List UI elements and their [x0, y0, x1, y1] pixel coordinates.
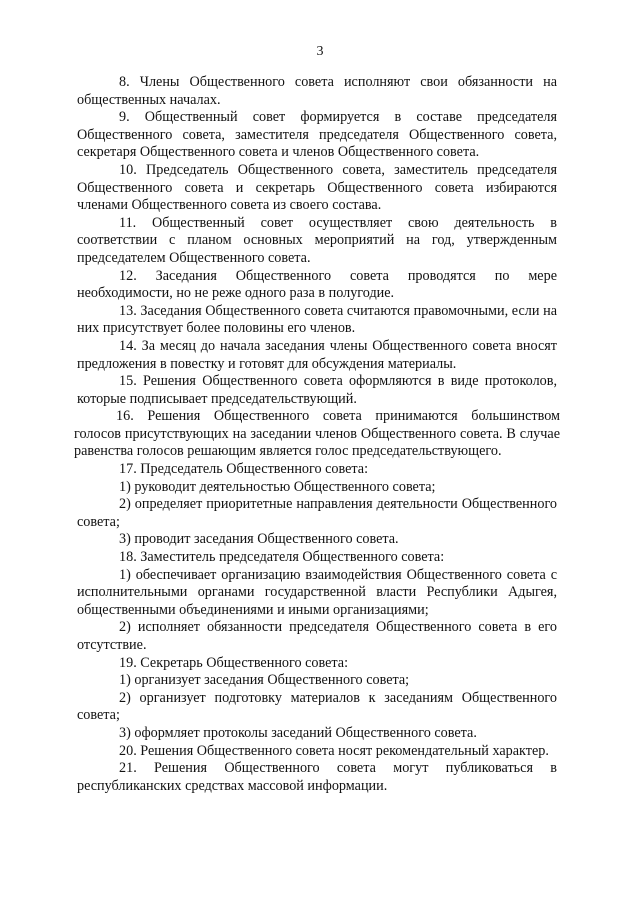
- paragraph-20: 20. Решения Общественного совета носят рекомендательный характер.: [119, 742, 549, 759]
- paragraph-13: 13. Заседания Общественного совета считаются правомочными, если на них присутствует более половины его членов.: [77, 302, 557, 337]
- paragraph-17: 17. Председатель Общественного совета:: [119, 461, 369, 478]
- document-body: [74, 74, 560, 795]
- paragraph-8: 8. Члены Общественного совета исполняют свои обязанности на общественных началах.: [77, 74, 557, 108]
- paragraph-18: 18. Заместитель председателя Общественного совета:: [119, 549, 445, 566]
- paragraph-11: 11. Общественный совет осуществляет свою деятельность в соответствии с планом основных мероприятий на год, утвержденным председателем Общественного совета.: [77, 214, 557, 266]
- page-number: 3: [316, 44, 324, 59]
- paragraph-18-item-1: 1) обеспечивает организацию взаимодействия Общественного совета с исполнительными органами государственной власти Республики Адыгея, общественными объединениями и иными организациями;: [77, 566, 557, 618]
- paragraph-18-item-2: 2) исполняет обязанности председателя Общественного совета в его отсутствие.: [77, 619, 557, 653]
- paragraph-10: 10. Председатель Общественного совета, заместитель председателя Общественного совета и секретарь Общественного совета избираются членами Общественного совета из своего состава.: [77, 161, 557, 214]
- paragraph-14: 14. За месяц до начала заседания члены Общественного совета вносят предложения в повестку и готовят для обсуждения материалы.: [77, 337, 557, 372]
- paragraph-12: 12. Заседания Общественного совета проводятся по мере необходимости, но не реже одного раза в полугодие.: [77, 267, 557, 302]
- paragraph-19-item-3: 3) оформляет протоколы заседаний Общественного совета.: [119, 724, 477, 741]
- paragraph-19-item-1: 1) организует заседания Общественного совета;: [119, 672, 410, 689]
- paragraph-19-item-2: 2) организует подготовку материалов к заседаниям Общественного совета;: [77, 689, 557, 724]
- paragraph-15: 15. Решения Общественного совета оформляются в виде протоколов, которые подписывает председательствующий.: [77, 373, 557, 407]
- paragraph-9: 9. Общественный совет формируется в составе председателя Общественного совета, заместителя председателя Общественного совета, секретаря Общественного совета и членов Общественного совета.: [77, 109, 557, 161]
- paragraph-17-item-3: 3) проводит заседания Общественного совета.: [119, 531, 399, 548]
- paragraph-17-item-1: 1) руководит деятельностью Общественного совета;: [119, 478, 436, 495]
- paragraph-17-item-2: 2) определяет приоритетные направления деятельности Общественного совета;: [77, 496, 557, 530]
- paragraph-19: 19. Секретарь Общественного совета:: [119, 654, 349, 671]
- paragraph-21: 21. Решения Общественного совета могут публиковаться в республиканских средствах массовой информации.: [77, 760, 557, 794]
- paragraph-16: 16. Решения Общественного совета принимаются большинством голосов присутствующих на заседании членов Общественного совета. В случае равенства голосов решающим является голос председательствующего.: [74, 408, 560, 460]
